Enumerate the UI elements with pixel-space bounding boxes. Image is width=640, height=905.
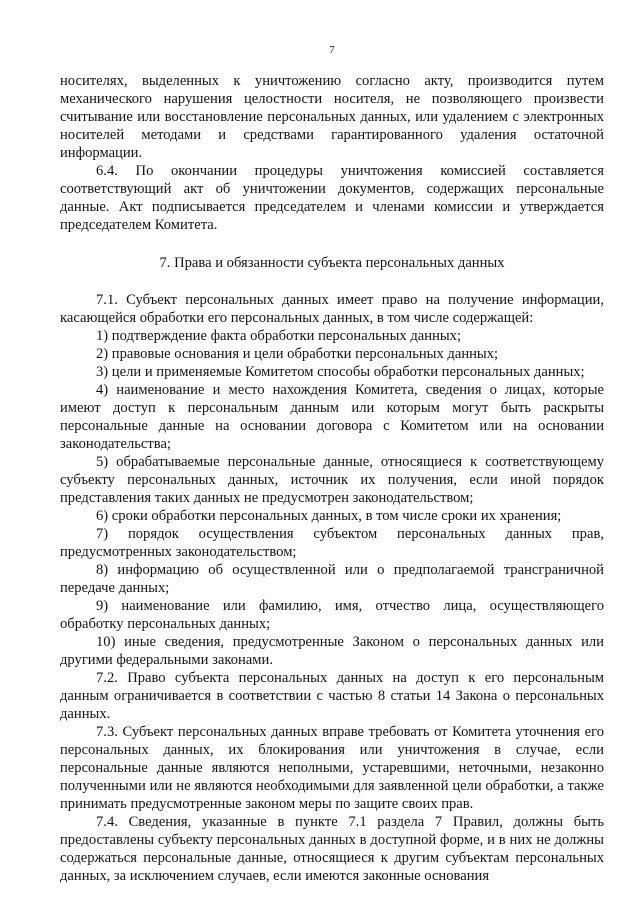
paragraph-7-4: 7.4. Сведения, указанные в пункте 7.1 раздела 7 Правил, должны быть предоставлены субъекту персональных данных в доступной форме, и в них не должны содержаться персональные данные, относящиеся к другим субъектам персональных данных, за исключением случаев, если имеются законные основания: [60, 814, 604, 884]
list-item-7-1-9: 9) наименование или фамилию, имя, отчество лица, осуществляющего обработку персональных данных;: [60, 598, 604, 632]
paragraph-7-1: 7.1. Субъект персональных данных имеет право на получение информации, касающейся обработки его персональных данных, в том числе содержащей:: [60, 292, 604, 326]
section-6-continuation: носителях, выделенных к уничтожению согласно акту, производится путем механического нарушения целостности носителя, не позволяющего произвести считывание или восстановление персональных данных, или удалением с электронных носителей методами и средствами гарантированного удаления остаточной информации.: [60, 73, 604, 161]
section-7-title: 7. Права и обязанности субъекта персональных данных: [159, 255, 505, 271]
list-item-7-1-8: 8) информацию об осуществленной или о предполагаемой трансграничной передаче данных;: [60, 562, 604, 596]
list-item-7-1-4: 4) наименование и место нахождения Комитета, сведения о лицах, которые имеют доступ к персональным данным или которым могут быть раскрыты персональные данные на основании договора с Комитетом или на основании законодательства;: [60, 382, 604, 452]
list-item-7-1-10: 10) иные сведения, предусмотренные Законом о персональных данных или другими федеральными законами.: [60, 634, 604, 668]
paragraph-7-2: 7.2. Право субъекта персональных данных на доступ к его персональным данным ограничивается в соответствии с частью 8 статьи 14 Закона о персональных данных.: [60, 670, 604, 722]
paragraph-6-4: 6.4. По окончании процедуры уничтожения комиссией составляется соответствующий акт об уничтожении документов, содержащих персональные данные. Акт подписывается председателем и членами комиссии и утверждается председателем Комитета.: [60, 163, 604, 233]
page-number: 7: [329, 44, 335, 56]
list-item-7-1-5: 5) обрабатываемые персональные данные, относящиеся к соответствующему субъекту персональных данных, источник их получения, если иной порядок представления таких данных не предусмотрен законодательством;: [60, 454, 604, 506]
list-item-7-1-3: 3) цели и применяемые Комитетом способы обработки персональных данных;: [96, 364, 585, 380]
list-item-7-1-1: 1) подтверждение факта обработки персональных данных;: [96, 328, 462, 344]
list-item-7-1-7: 7) порядок осуществления субъектом персональных данных прав, предусмотренных законодательством;: [60, 526, 604, 560]
list-item-7-1-2: 2) правовые основания и цели обработки персональных данных;: [96, 346, 499, 362]
list-item-7-1-6: 6) сроки обработки персональных данных, в том числе сроки их хранения;: [96, 508, 562, 524]
paragraph-7-3: 7.3. Субъект персональных данных вправе требовать от Комитета уточнения его персональных данных, их блокирования или уничтожения в случае, если персональные данные являются неполными, устаревшими, неточными, незаконно полученными или не являются необходимыми для заявленной цели обработки, а также принимать предусмотренные законом меры по защите своих прав.: [60, 724, 604, 812]
